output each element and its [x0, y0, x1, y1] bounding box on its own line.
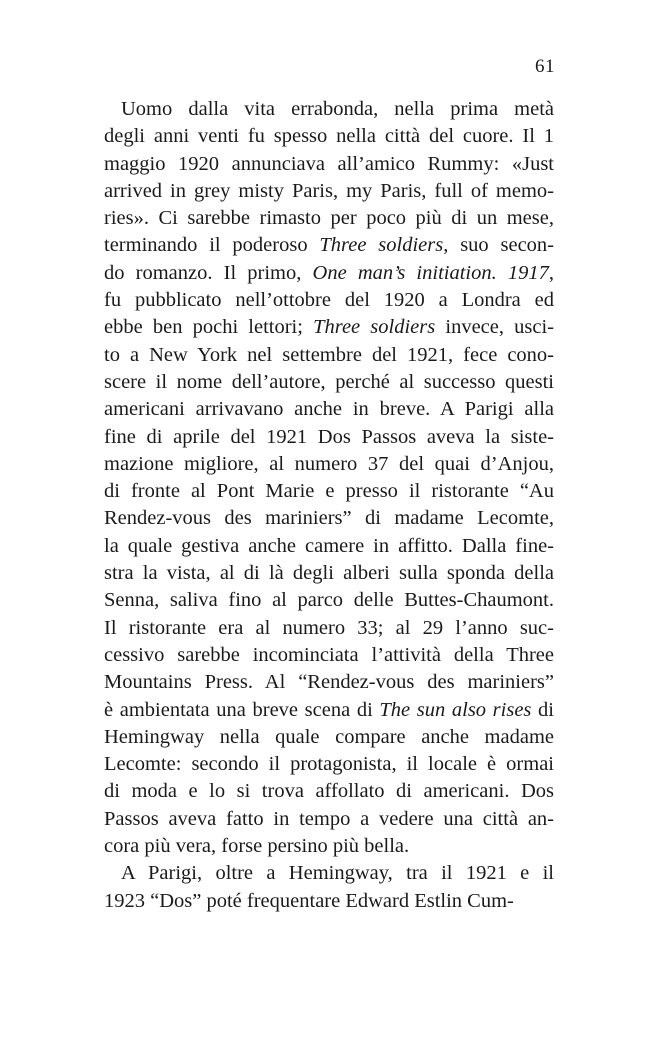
text-line [104, 451, 554, 478]
text-line [104, 669, 554, 696]
text-line [104, 505, 554, 532]
text-run: stra la vista, al di là degli alberi sulla sponda della [104, 562, 554, 585]
paragraph [104, 96, 554, 860]
text-run: la quale gestiva anche camere in affitto. Dalla fine- [104, 534, 554, 557]
text-line [104, 342, 554, 369]
italic-title: One man’s initiation. 1917 [312, 261, 549, 284]
text-run: di fronte al Pont Marie e presso il ristorante “Au [104, 480, 554, 503]
text-line [104, 533, 554, 560]
text-line [104, 96, 554, 123]
text-run: terminando il poderoso [104, 234, 320, 257]
text-run: Passos aveva fatto in tempo a vedere una città an- [104, 807, 554, 830]
text-run: Hemingway nella quale compare anche madame [104, 725, 554, 748]
text-run: , suo secon- [443, 234, 555, 257]
text-run: fine di aprile del 1921 Dos Passos aveva la siste- [104, 425, 554, 448]
text-run: di moda e lo si trova affollato di americani. Dos [104, 780, 554, 803]
text-line [104, 232, 554, 259]
text-run: cessivo sarebbe incominciata l’attività della Three [104, 643, 554, 666]
text-run: arrived in grey misty Paris, my Paris, full of memo- [104, 179, 554, 202]
page-number: 61 [535, 56, 555, 77]
text-run: è ambientata una breve scena di [104, 698, 380, 721]
paragraph [104, 860, 554, 915]
italic-title: The sun also rises [379, 698, 532, 721]
text-line [104, 724, 554, 751]
body-text [104, 96, 554, 915]
text-line [104, 205, 554, 232]
text-line [104, 833, 554, 860]
text-run: 1923 “Dos” poté frequentare Edward Estlin Cum- [104, 889, 514, 912]
text-line [104, 478, 554, 505]
text-run: mazione migliore, al numero 37 del quai d’Anjou, [104, 452, 554, 475]
text-line [104, 642, 554, 669]
text-line [104, 123, 554, 150]
text-run: di [531, 698, 554, 721]
text-line [104, 314, 554, 341]
text-line [104, 178, 554, 205]
text-run: degli anni venti fu spesso nella città del cuore. Il 1 [104, 125, 554, 148]
text-run: scere il nome dell’autore, perché al successo questi [104, 370, 554, 393]
text-line [104, 806, 554, 833]
text-run: do romanzo. Il primo, [104, 261, 313, 284]
italic-title: Three soldiers [313, 316, 436, 339]
text-run: Uomo dalla vita errabonda, nella prima metà [121, 98, 554, 120]
text-run: invece, usci- [435, 316, 554, 339]
text-run: Il ristorante era al numero 33; al 29 l’anno suc- [104, 616, 554, 639]
text-line [104, 778, 554, 805]
text-line [104, 424, 554, 451]
text-run: americani arrivavano anche in breve. A Parigi alla [104, 398, 554, 421]
text-line [104, 751, 554, 778]
italic-title: Three soldiers [319, 234, 444, 257]
text-line [104, 287, 554, 314]
text-run: , [548, 261, 554, 284]
text-run: Senna, saliva fino al parco delle Buttes-Chaumont. [104, 589, 554, 612]
text-run: Lecomte: secondo il protagonista, il locale è ormai [104, 753, 554, 776]
text-line [104, 888, 554, 915]
text-run: maggio 1920 annunciava all’amico Rummy: «Just [104, 152, 554, 175]
text-line [104, 396, 554, 423]
text-line [104, 697, 554, 724]
text-run: A Parigi, oltre a Hemingway, tra il 1921 e il [121, 862, 554, 885]
text-line [104, 615, 554, 642]
text-line [104, 151, 554, 178]
text-run: ries». Ci sarebbe rimasto per poco più di un mese, [104, 207, 554, 230]
text-run: cora più vera, forse persino più bella. [104, 835, 410, 858]
text-run: Mountains Press. Al “Rendez-vous des mariniers” [104, 671, 554, 694]
text-line [104, 260, 554, 287]
text-run: ebbe ben pochi lettori; [104, 316, 314, 339]
text-run: to a New York nel settembre del 1921, fece cono- [104, 343, 554, 366]
text-line [104, 560, 554, 587]
text-line [104, 369, 554, 396]
text-line [104, 860, 554, 887]
text-run: Rendez-vous des mariniers” di madame Lecomte, [104, 507, 554, 530]
text-run: fu pubblicato nell’ottobre del 1920 a Londra ed [104, 289, 554, 312]
text-line [104, 587, 554, 614]
